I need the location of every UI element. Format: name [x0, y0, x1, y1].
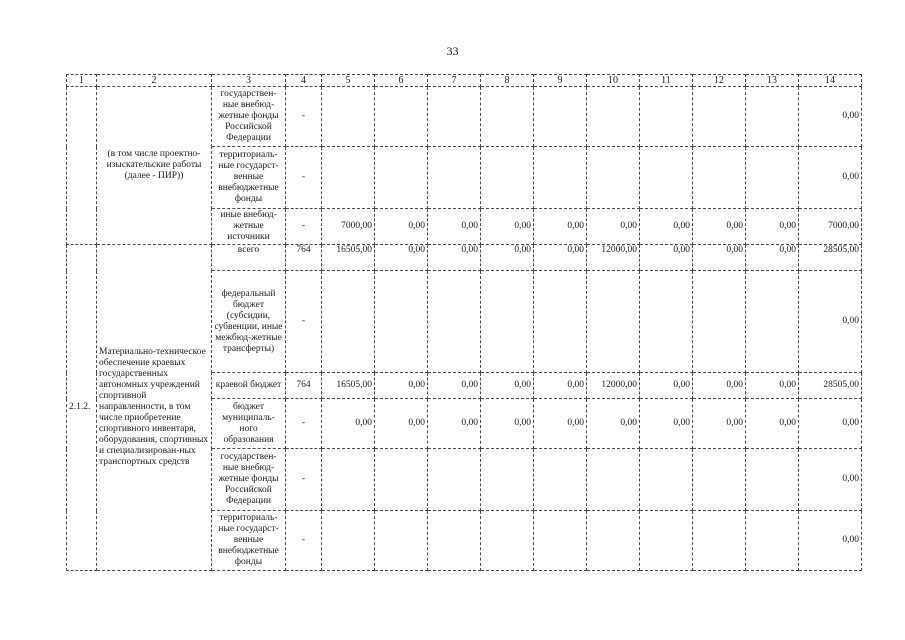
value-cell	[693, 87, 746, 147]
value-cell	[428, 511, 481, 571]
total-cell: 0,00	[799, 271, 862, 373]
source-cell: государствен-ные внебюд-жетные фонды Российской Федерации	[212, 449, 286, 511]
value-cell: 0,00	[428, 399, 481, 449]
source-cell: территориаль-ные государст-венные внебюджетные фонды	[212, 147, 286, 209]
total-cell: 0,00	[799, 399, 862, 449]
source-cell: территориаль-ные государст-венные внебюджетные фонды	[212, 511, 286, 571]
value-cell	[640, 449, 693, 511]
value-cell: 0,00	[746, 399, 799, 449]
value-cell: 12000,00	[587, 245, 640, 271]
header-cell: 14	[799, 75, 862, 87]
value-cell	[375, 511, 428, 571]
total-cell: 28505,00	[799, 245, 862, 271]
header-cell: 3	[212, 75, 286, 87]
value-cell	[481, 511, 534, 571]
budget-table	[66, 74, 862, 571]
source-cell: государствен-ные внебюд-жетные фонды Российской Федерации	[212, 87, 286, 147]
value-cell: 0,00	[640, 373, 693, 399]
row-name: (в том числе проектно-изыскательские работы (далее - ПИР))	[97, 87, 212, 245]
source-cell: иные внебюд-жетные источники	[212, 209, 286, 245]
value-cell	[640, 511, 693, 571]
header-cell: 8	[481, 75, 534, 87]
value-cell	[428, 449, 481, 511]
value-cell: 0,00	[481, 209, 534, 245]
value-cell	[534, 449, 587, 511]
total-cell: 0,00	[799, 87, 862, 147]
header-cell: 10	[587, 75, 640, 87]
header-row	[67, 75, 862, 87]
value-cell	[534, 87, 587, 147]
value-cell	[375, 449, 428, 511]
value-cell: 0,00	[693, 245, 746, 271]
value-cell	[640, 147, 693, 209]
source-cell: всего	[212, 245, 286, 271]
table-row	[67, 245, 862, 271]
value-cell: 0,00	[693, 399, 746, 449]
value-cell: 16505,00	[322, 245, 375, 271]
value-cell	[746, 271, 799, 373]
value-cell: 0,00	[375, 245, 428, 271]
value-cell: 12000,00	[587, 373, 640, 399]
value-cell	[640, 87, 693, 147]
value-cell	[640, 271, 693, 373]
value-cell: 0,00	[640, 245, 693, 271]
total-cell: 0,00	[799, 511, 862, 571]
total-cell: 0,00	[799, 449, 862, 511]
value-cell: 0,00	[746, 245, 799, 271]
source-cell: бюджет муниципаль-ного образования	[212, 399, 286, 449]
header-cell: 5	[322, 75, 375, 87]
value-cell	[322, 87, 375, 147]
value-cell	[322, 511, 375, 571]
value-cell	[322, 147, 375, 209]
value-cell	[587, 147, 640, 209]
value-cell: 0,00	[693, 373, 746, 399]
total-cell: 0,00	[799, 147, 862, 209]
value-cell	[587, 271, 640, 373]
header-cell: 6	[375, 75, 428, 87]
value-cell: 0,00	[481, 399, 534, 449]
value-cell: 0,00	[587, 209, 640, 245]
value-cell	[587, 511, 640, 571]
row-code	[67, 87, 97, 245]
value-cell: 7000,00	[322, 209, 375, 245]
source-cell: краевой бюджет	[212, 373, 286, 399]
total-cell: 28505,00	[799, 373, 862, 399]
col4-cell: 764	[286, 245, 322, 271]
header-cell: 11	[640, 75, 693, 87]
value-cell: 0,00	[481, 373, 534, 399]
value-cell: 0,00	[640, 209, 693, 245]
value-cell: 0,00	[746, 209, 799, 245]
value-cell	[534, 511, 587, 571]
header-cell: 13	[746, 75, 799, 87]
value-cell	[375, 147, 428, 209]
value-cell	[746, 87, 799, 147]
page-number: 33	[446, 44, 459, 58]
table-row	[67, 87, 862, 147]
value-cell	[587, 87, 640, 147]
value-cell	[534, 147, 587, 209]
col4-cell: -	[286, 511, 322, 571]
value-cell	[481, 87, 534, 147]
value-cell	[693, 271, 746, 373]
value-cell	[481, 449, 534, 511]
value-cell	[481, 271, 534, 373]
value-cell	[693, 449, 746, 511]
value-cell: 0,00	[534, 245, 587, 271]
value-cell	[375, 271, 428, 373]
value-cell	[693, 511, 746, 571]
value-cell: 0,00	[428, 209, 481, 245]
header-cell: 2	[97, 75, 212, 87]
col4-cell: -	[286, 87, 322, 147]
value-cell: 0,00	[534, 399, 587, 449]
value-cell	[428, 147, 481, 209]
value-cell: 0,00	[640, 399, 693, 449]
header-cell: 12	[693, 75, 746, 87]
value-cell: 0,00	[534, 373, 587, 399]
value-cell: 0,00	[375, 373, 428, 399]
value-cell: 0,00	[587, 399, 640, 449]
value-cell: 0,00	[428, 245, 481, 271]
value-cell: 0,00	[375, 209, 428, 245]
value-cell	[322, 271, 375, 373]
value-cell: 0,00	[534, 209, 587, 245]
value-cell	[746, 449, 799, 511]
header-cell: 7	[428, 75, 481, 87]
value-cell	[481, 147, 534, 209]
header-cell: 9	[534, 75, 587, 87]
value-cell	[322, 449, 375, 511]
col4-cell: -	[286, 449, 322, 511]
row-name: Материально-техническое обеспечение краевых государственных автономных учреждений спортивной направленности, в том числе приобретение спортивного инвентаря, оборудования, спортивных и специализирован-ных транспортных средств	[97, 245, 212, 571]
col4-cell: -	[286, 147, 322, 209]
col4-cell: 764	[286, 373, 322, 399]
value-cell	[693, 147, 746, 209]
col4-cell: -	[286, 271, 322, 373]
col4-cell: -	[286, 399, 322, 449]
value-cell	[746, 147, 799, 209]
total-cell: 7000,00	[799, 209, 862, 245]
value-cell: 0,00	[746, 373, 799, 399]
row-code: 2.1.2.	[67, 245, 97, 571]
value-cell	[428, 271, 481, 373]
value-cell: 0,00	[322, 399, 375, 449]
col4-cell: -	[286, 209, 322, 245]
header-cell: 1	[67, 75, 97, 87]
value-cell	[375, 87, 428, 147]
value-cell	[534, 271, 587, 373]
value-cell	[587, 449, 640, 511]
value-cell	[428, 87, 481, 147]
value-cell: 16505,00	[322, 373, 375, 399]
value-cell	[746, 511, 799, 571]
header-cell: 4	[286, 75, 322, 87]
source-cell: федеральный бюджет (субсидии, субвенции, иные межбюд-жетные трансферты)	[212, 271, 286, 373]
value-cell: 0,00	[693, 209, 746, 245]
value-cell: 0,00	[428, 373, 481, 399]
value-cell: 0,00	[481, 245, 534, 271]
value-cell: 0,00	[375, 399, 428, 449]
